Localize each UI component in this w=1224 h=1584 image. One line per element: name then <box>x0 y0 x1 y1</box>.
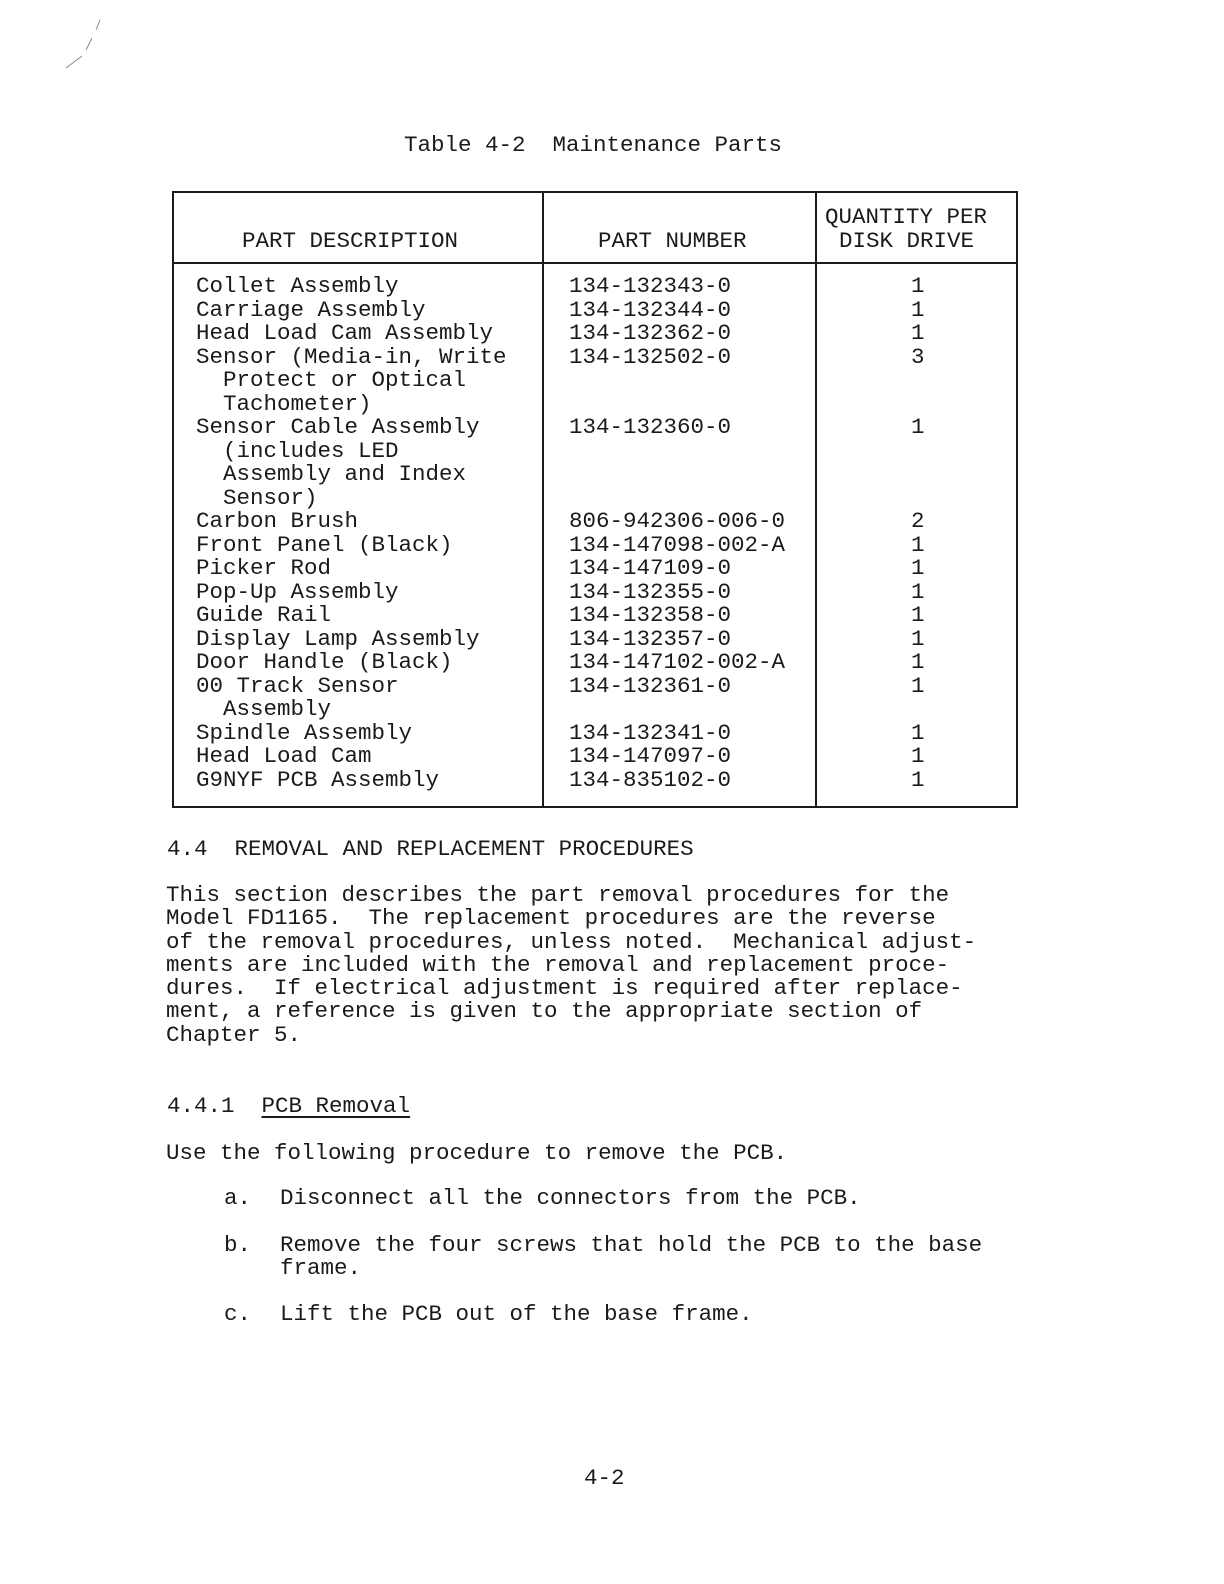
part-number-line: 134-132362-0 <box>569 320 732 346</box>
quantity-line <box>911 369 925 393</box>
quantity-line: 1 <box>911 273 925 299</box>
part-number-line: 806-942306-006-0 <box>569 508 786 534</box>
maintenance-parts-table <box>172 191 1018 808</box>
quantity-line <box>911 487 925 511</box>
part-description-line: Display Lamp Assembly <box>196 625 480 652</box>
part-description-line: Assembly <box>196 696 332 722</box>
paragraph-line: ments are included with the removal and replacement proce- <box>166 951 950 978</box>
quantity-line: 1 <box>911 414 925 440</box>
part-number-line <box>569 393 785 417</box>
part-description-line: Protect or Optical <box>196 367 467 393</box>
quantity-line <box>911 393 925 417</box>
part-number-line: 134-132341-0 <box>569 719 732 746</box>
section-4-4-1-heading <box>167 1093 410 1119</box>
quantity-line: 1 <box>911 555 925 581</box>
part-number-line: 134-132502-0 <box>569 343 732 370</box>
part-number-line: 134-132360-0 <box>569 414 732 440</box>
header-quantity-line2: DISK DRIVE <box>839 228 975 254</box>
paragraph-line: Chapter 5. <box>166 1021 302 1048</box>
header-quantity-line1: QUANTITY PER <box>825 204 988 230</box>
part-description-line: Sensor Cable Assembly <box>196 414 480 440</box>
quantity-line: 1 <box>911 743 925 769</box>
quantity-line: 1 <box>911 625 925 652</box>
part-number-line: 134-147097-0 <box>569 743 732 769</box>
quantity-line: 1 <box>911 649 925 675</box>
page-number: 4-2 <box>584 1465 625 1491</box>
quantity-line: 1 <box>911 320 925 346</box>
quantity-line: 1 <box>911 296 925 323</box>
section-4-4-number: 4.4 <box>167 836 208 862</box>
paragraph-line: ment, a reference is given to the appropriate section of <box>166 998 923 1025</box>
part-number-line <box>569 369 785 393</box>
part-number-line: 134-147109-0 <box>569 555 732 581</box>
section-4-4-1-title: PCB Removal <box>261 1093 411 1119</box>
description-column <box>196 275 507 792</box>
part-description-line: Sensor) <box>196 484 318 511</box>
paragraph-line: of the removal procedures, unless noted. Mechanical adjust- <box>166 928 977 955</box>
part-number-column <box>569 275 785 792</box>
part-description-line: Sensor (Media-in, Write <box>196 343 507 370</box>
quantity-line <box>911 698 925 722</box>
step-text: Lift the PCB out of the base frame. <box>280 1301 753 1327</box>
part-number-line <box>569 463 785 487</box>
table-caption: Table 4-2 Maintenance Parts <box>404 132 783 158</box>
step-label: a. <box>224 1185 252 1211</box>
paragraph-line: This section describes the part removal procedures for the <box>166 882 950 908</box>
section-4-4-title: REMOVAL AND REPLACEMENT PROCEDURES <box>234 836 694 862</box>
step-label: c. <box>224 1301 252 1327</box>
step-text: Disconnect all the connectors from the PCB. <box>280 1185 861 1211</box>
quantity-line: 1 <box>911 602 925 628</box>
section-4-4-paragraph <box>166 884 976 1047</box>
paragraph-line: Model FD1165. The replacement procedures are the reverse <box>166 905 936 932</box>
quantity-line <box>911 440 925 464</box>
part-description-line: Carriage Assembly <box>196 296 426 323</box>
quantity-line: 2 <box>911 508 925 534</box>
step-text: Remove the four screws that hold the PCB to the base <box>280 1232 983 1258</box>
quantity-line: 1 <box>911 766 925 793</box>
part-number-line: 134-132343-0 <box>569 273 732 299</box>
step-text: frame. <box>280 1255 362 1282</box>
part-description-line: Pop-Up Assembly <box>196 578 399 605</box>
part-description-line: Guide Rail <box>196 602 332 628</box>
part-number-line: 134-147098-002-A <box>569 531 786 558</box>
part-description-line: Head Load Cam <box>196 743 372 769</box>
quantity-line: 1 <box>911 719 925 746</box>
quantity-line: 1 <box>911 531 925 558</box>
procedure-intro: Use the following procedure to remove the PCB. <box>166 1140 788 1166</box>
part-description-line: Door Handle (Black) <box>196 649 453 675</box>
part-number-line <box>569 487 785 511</box>
part-number-line: 134-132357-0 <box>569 625 732 652</box>
part-description-line: Picker Rod <box>196 555 332 581</box>
part-number-line: 134-132344-0 <box>569 296 732 323</box>
quantity-line: 1 <box>911 672 925 699</box>
section-4-4-1-number: 4.4.1 <box>167 1093 235 1119</box>
part-number-line: 134-132355-0 <box>569 578 732 605</box>
part-number-line <box>569 440 785 464</box>
header-part-description: PART DESCRIPTION <box>242 228 459 254</box>
part-description-line: Head Load Cam Assembly <box>196 320 494 346</box>
quantity-line: 1 <box>911 578 925 605</box>
part-description-line: Assembly and Index <box>196 461 467 487</box>
part-description-line: Collet Assembly <box>196 273 399 299</box>
quantity-line: 3 <box>911 343 925 370</box>
pen-mark <box>62 18 110 70</box>
section-4-4-heading <box>167 836 694 862</box>
part-number-line <box>569 698 785 722</box>
part-description-line: Tachometer) <box>196 390 372 417</box>
quantity-line <box>911 463 925 487</box>
paragraph-line: dures. If electrical adjustment is required after replace- <box>166 975 963 1002</box>
part-description-line: Spindle Assembly <box>196 719 413 746</box>
part-number-line: 134-132361-0 <box>569 672 732 699</box>
part-description-line: G9NYF PCB Assembly <box>196 766 440 793</box>
part-number-line: 134-132358-0 <box>569 602 732 628</box>
part-description-line: Carbon Brush <box>196 508 359 534</box>
step-label: b. <box>224 1232 252 1258</box>
part-number-line: 134-147102-002-A <box>569 649 786 675</box>
part-description-line: 00 Track Sensor <box>196 672 399 699</box>
part-description-line: (includes LED <box>196 437 399 464</box>
quantity-column <box>911 275 925 792</box>
header-part-number: PART NUMBER <box>598 228 747 254</box>
part-description-line: Front Panel (Black) <box>196 531 453 558</box>
part-number-line: 134-835102-0 <box>569 766 732 793</box>
